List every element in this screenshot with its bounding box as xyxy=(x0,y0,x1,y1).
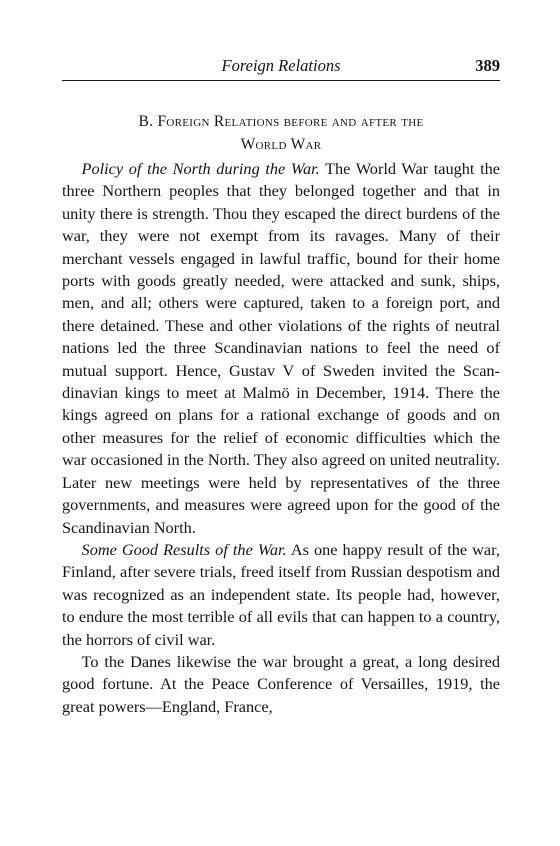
section-heading-line-2: World War xyxy=(240,136,322,153)
page-number: 389 xyxy=(475,56,500,75)
paragraph-text: To the Danes likewise the war brought a great, a long desired good fortune. At the Peace Conference of Versailles, 1919, the great powers—England, France, xyxy=(62,651,500,716)
paragraph-policy-of-the-north xyxy=(62,158,500,539)
running-head-title: Foreign Relations xyxy=(221,56,341,75)
section-heading xyxy=(62,110,500,156)
paragraph-lead-in: Some Good Results of the War. xyxy=(81,539,287,559)
section-heading-line-1: B. Foreign Relations before and after the xyxy=(138,113,424,130)
paragraph-danes xyxy=(62,651,500,718)
header-rule xyxy=(62,80,500,81)
paragraph-good-results xyxy=(62,539,500,651)
running-head xyxy=(62,52,500,78)
book-page xyxy=(62,52,500,718)
paragraph-text: The World War taught the three Northern peoples that they belonged together and that in unity there is strength. Thou they escaped the direct burdens of the war, they were not exempt from its ravages. Many of their merchant vessels engaged in lawful traffic, bound for their home ports with goods greatly needed, were attacked and sunk, ships, men, and all; others were captured, taken to a foreign port, and there detained. These and other violations of the rights of neutral nations led the three Scandinavian nations to feel the need of mutual support. Hence, Gustav V of Sweden invited the Scandinavian kings to meet at Malmö in December, 1914. There the kings agreed on plans for a rational exchange of goods and on other measures for the relief of economic difficulties which the war occasioned in the North. They also agreed on united neutrality. Later new meetings were held by representatives of the three governments, and measures were agreed upon for the good of the Scandinavian North. xyxy=(62,159,500,537)
paragraph-lead-in: Policy of the North during the War. xyxy=(81,159,320,178)
paragraph-text: As one happy result of the war, Finland, after severe trials, freed itself from Russian despotism and was recognized as an independent state. Its people had, however, to endure the most terrible of all evils that can happen to a country, the horrors of civil war. xyxy=(62,539,500,649)
